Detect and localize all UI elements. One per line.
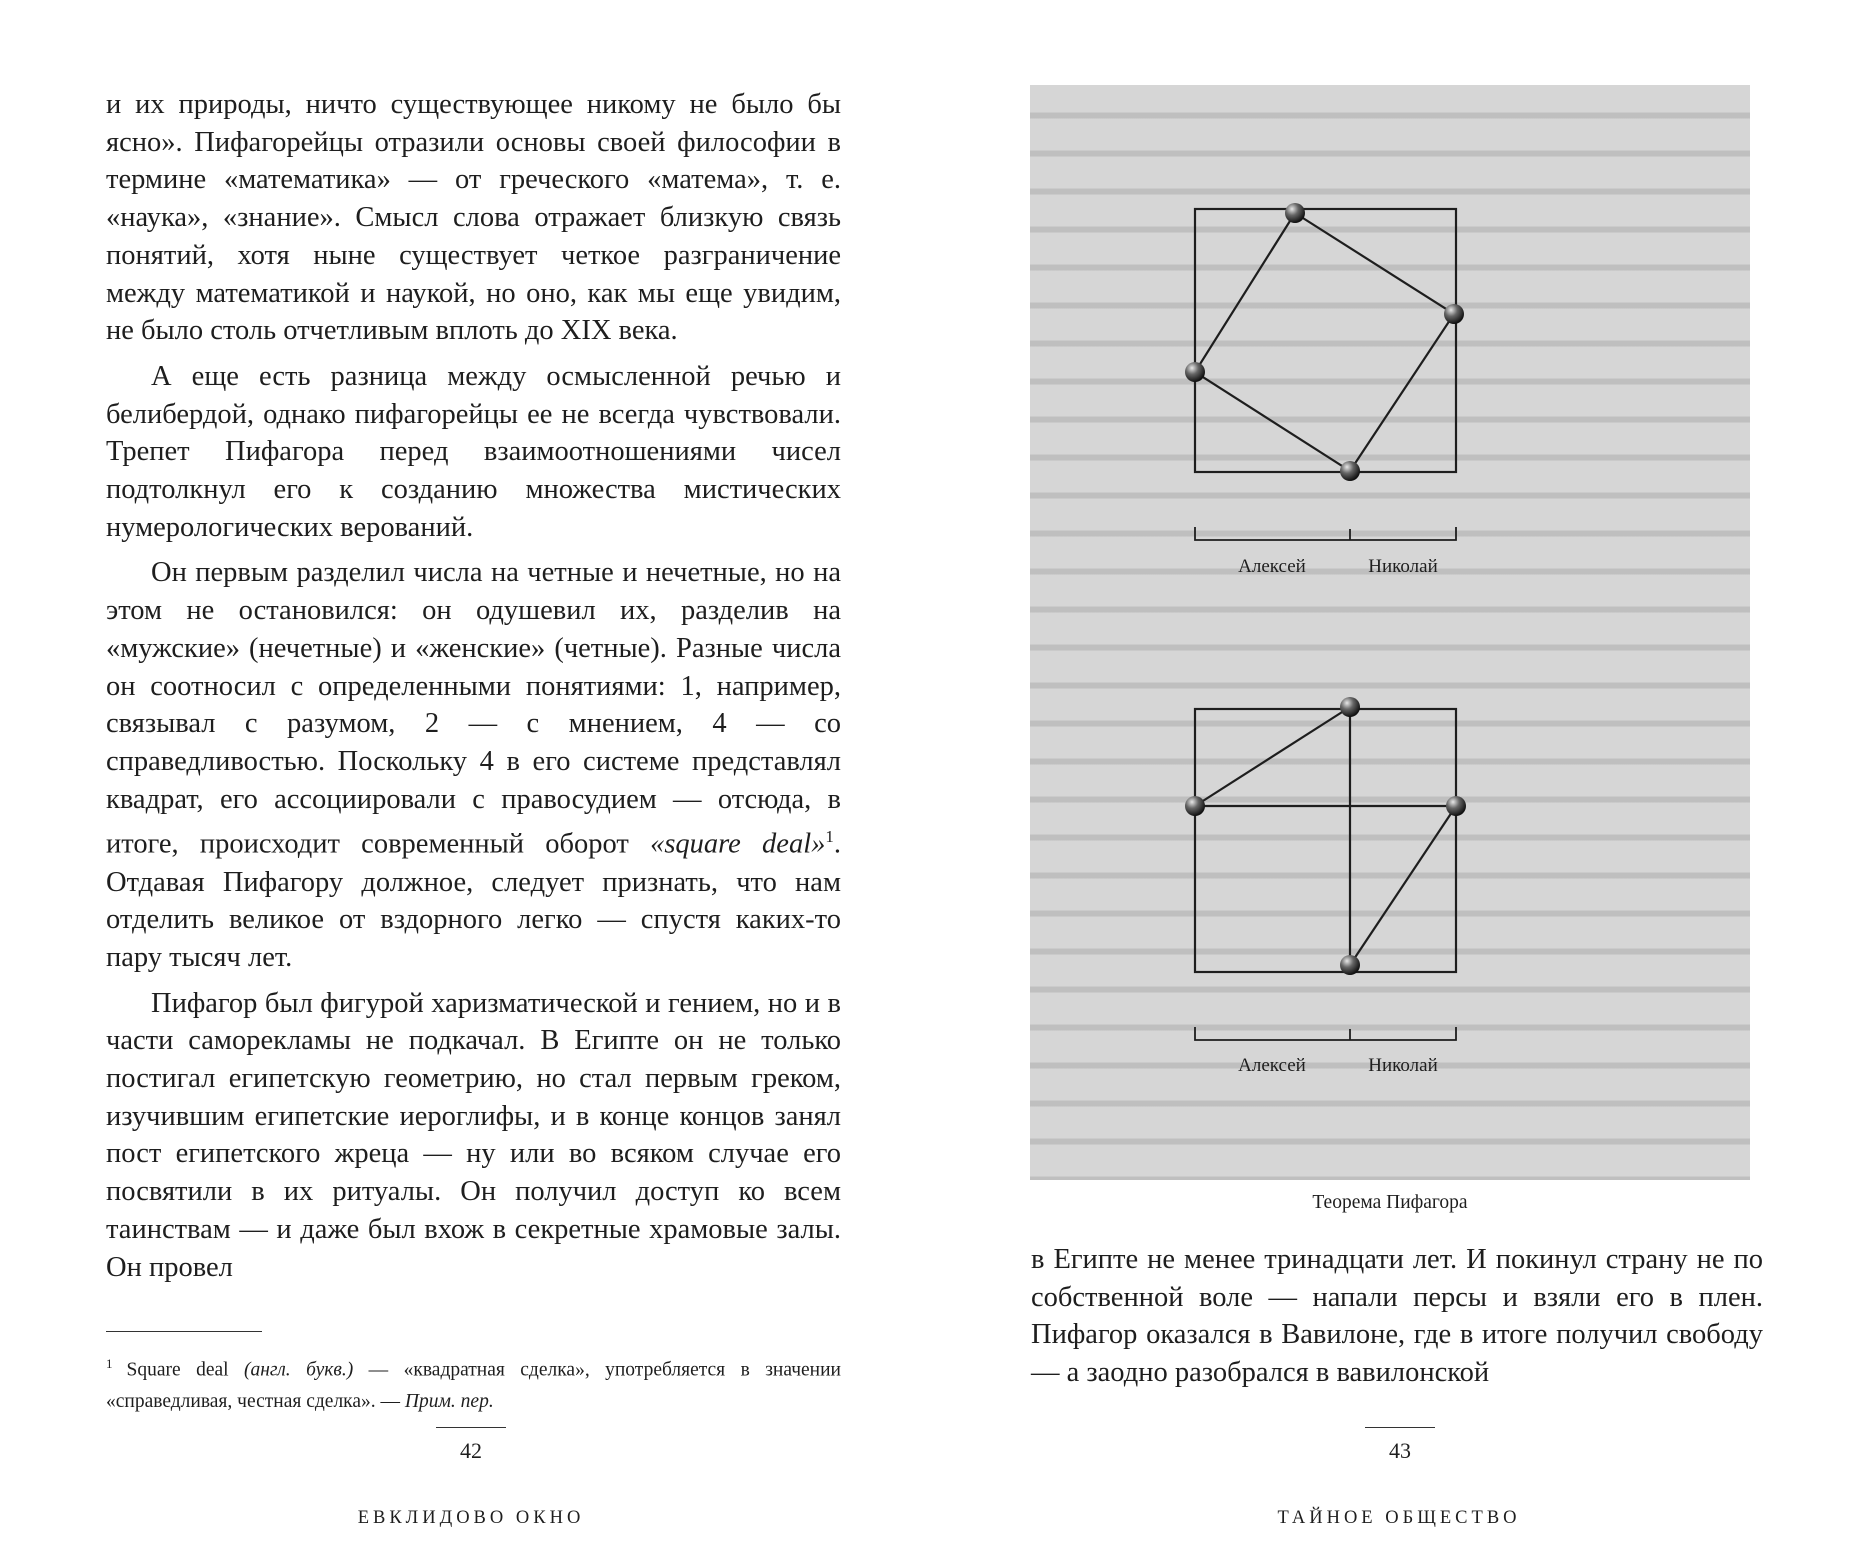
right-page: [931, 0, 1863, 1559]
footnote-mark: 1: [106, 1356, 113, 1371]
vertex-ball: [1444, 304, 1464, 324]
page-number: 42: [460, 1438, 482, 1463]
paragraph: в Египте не менее тринадцати лет. И покинул страну не по собственной воле — напали персы и взяли его в плен. Пифагор оказался в Вавилоне, где в итоге получил свободу — а заодно разобрался в вавилонской: [1031, 1244, 1763, 1389]
right-body-text: [1031, 1241, 1763, 1392]
page-number-rule: [1365, 1427, 1435, 1428]
page-number-rule: [436, 1427, 506, 1428]
vertex-ball: [1340, 461, 1360, 481]
paragraph: Пифагор был фигурой харизматической и гением, но и в части саморекламы не подкачал. В Египте он не только постигал египетскую геометрию, но стал первым греком, изучившим египетские иероглифы, и в конце концов занял пост египетского жреца — ну или во всяком случае его посвятили в их ритуалы. Он получил доступ ко всем таинствам — и даже был вхож в секретные храмовые залы. Он провел: [106, 987, 841, 1283]
outer-square: [1195, 209, 1456, 472]
running-head: ТАЙНОЕ ОБЩЕСТВО: [1277, 1508, 1521, 1528]
vertex-ball: [1185, 796, 1205, 816]
vertex-ball: [1340, 697, 1360, 717]
pythagorean-theorem-figure: [1030, 85, 1750, 1180]
label-aleksey: Алексей: [1238, 1055, 1306, 1076]
label-nikolay: Николай: [1368, 1055, 1438, 1076]
label-aleksey: Алексей: [1238, 556, 1306, 577]
paragraph-text: Он первым разделил числа на четные и нечетные, но на этом не остановился: он одушевил их, разделив на «мужские» (нечетные) и «женские» (четные). Разные числа он соотносил с определенными понятиями: 1, например, связывал с разумом, 2 — с мнением, 4 — со справедливостью. Поскольку 4 в его системе представлял квадрат, его ассоциировали с правосудием — отсюда, в итоге, происходит современный оборот: [106, 557, 841, 860]
footnote-tail: Прим. пер.: [404, 1390, 494, 1412]
footnote-term: Square deal: [126, 1359, 229, 1381]
paragraph: А еще есть разница между осмысленной речью и белибердой, однако пифагорейцы ее не всегда чувствовали. Трепет Пифагора перед взаимоотношениями чисел подтолкнул его к созданию множества мистических нумерологических верований.: [106, 360, 841, 543]
diagonal: [1195, 707, 1350, 806]
vertex-ball: [1285, 203, 1305, 223]
bottom-diagram: [1185, 697, 1466, 1076]
outer-square: [1195, 709, 1456, 972]
top-diagram: [1185, 203, 1464, 577]
paragraph: [106, 554, 841, 976]
left-body-text: [106, 86, 841, 1286]
paragraph-text: . Отдавая Пифагору должное, следует признать, что нам отделить великое от вздорного легко — спустя каких-то пару тысяч лет.: [106, 828, 841, 973]
left-page: [0, 0, 931, 1559]
length-bracket: [1195, 1027, 1456, 1040]
footnote-divider: [106, 1331, 262, 1332]
footnote-note: (англ. букв.): [244, 1359, 354, 1381]
diagonal: [1350, 806, 1456, 965]
page-number: 43: [1389, 1438, 1411, 1463]
footnote-ref[interactable]: 1: [825, 827, 834, 847]
square-deal-term: «square deal»: [650, 828, 826, 860]
label-nikolay: Николай: [1368, 556, 1438, 577]
inner-square: [1195, 213, 1454, 471]
vertex-ball: [1340, 955, 1360, 975]
footnote-text: — «квадратная сделка», употребляется в значении «справедливая, честная сделка». —: [106, 1359, 841, 1412]
paragraph: и их природы, ничто существующее никому не было бы ясно». Пифагорейцы отразили основы своей философии в термине «математика» — от греческого «матема», т. е. «наука», «знание». Смысл слова отражает близкую связь понятий, хотя ныне существует четкое разграничение между математикой и наукой, но оно, как мы еще увидим, не было столь отчетливым вплоть до XIX века.: [106, 89, 841, 347]
length-bracket: [1195, 527, 1456, 540]
vertex-ball: [1185, 362, 1205, 382]
figure-caption: Теорема Пифагора: [1312, 1192, 1468, 1213]
vertex-ball: [1446, 796, 1466, 816]
footnote: [106, 1348, 841, 1417]
running-head: ЕВКЛИДОВО ОКНО: [357, 1508, 585, 1528]
